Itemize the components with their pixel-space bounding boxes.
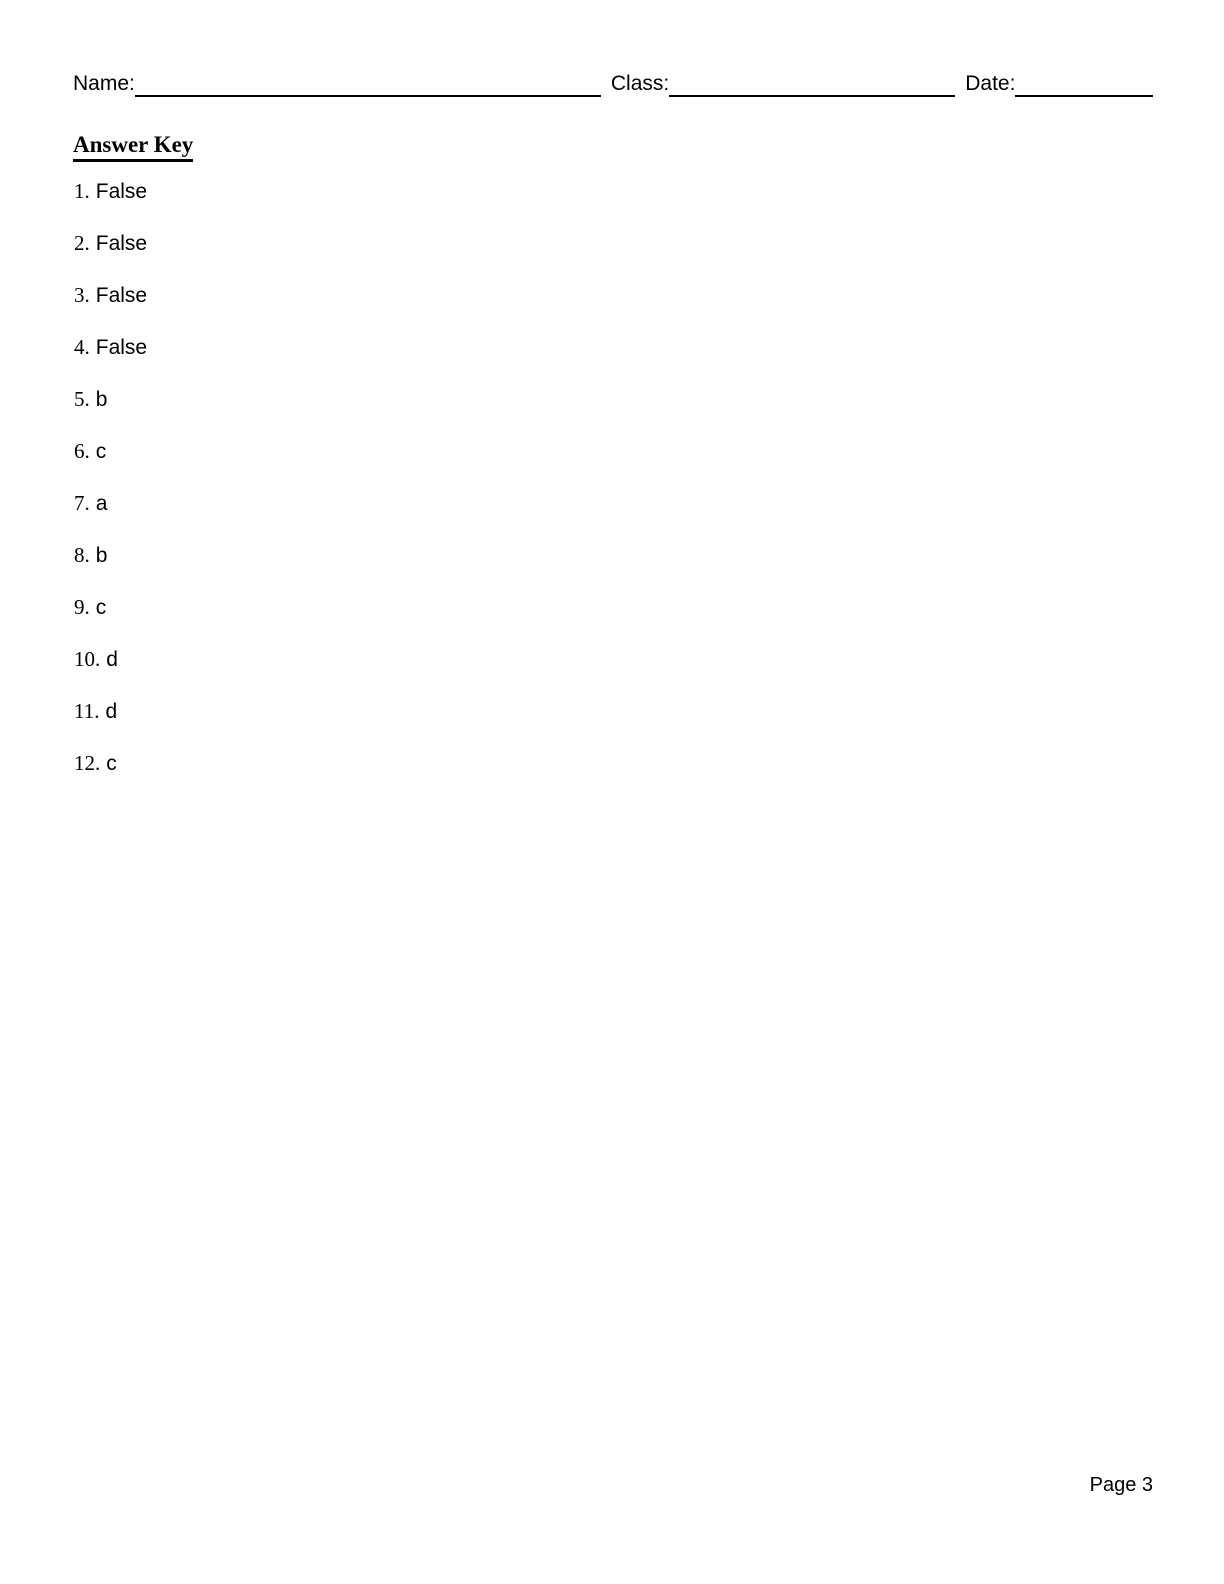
answers-list [74,179,147,776]
answer-item [74,491,147,516]
date-label: Date: [965,72,1016,95]
answer-value: False [95,232,148,255]
answer-number: 3. [74,283,90,307]
answer-item [74,283,147,308]
answer-number: 7. [74,491,90,515]
name-label: Name: [73,72,135,95]
answer-item [74,439,147,464]
answer-value: b [95,544,108,567]
answer-item [74,543,147,568]
answer-number: 10. [74,647,101,671]
answer-value: c [95,596,107,619]
answer-item [74,179,147,204]
answer-value: c [106,752,117,775]
answer-number: 9. [74,595,90,619]
class-fill-line [669,72,955,97]
answer-item [74,751,147,776]
answer-item [74,335,147,360]
answer-item [74,231,147,256]
header-row [73,72,1153,97]
date-fill-line [1015,72,1153,97]
page-number: Page 3 [1089,1474,1153,1496]
answer-value: False [95,284,148,307]
name-fill-line [135,72,601,97]
answer-number: 1. [74,179,90,203]
answer-number: 4. [74,335,90,359]
answer-value: False [95,336,148,359]
answer-number: 6. [74,439,90,463]
answer-value: d [105,700,118,723]
answer-value: d [106,648,118,671]
answer-value: b [95,388,108,411]
answer-item [74,647,147,672]
answer-item [74,595,147,620]
answer-value: a [95,492,108,515]
answer-number: 8. [74,543,90,567]
answer-item [74,699,147,724]
answer-value: c [95,440,107,463]
answer-number: 11. [74,699,100,723]
answer-item [74,387,147,412]
answer-number: 12. [74,751,101,775]
answer-key-title: Answer Key [73,133,193,162]
answer-number: 2. [74,231,90,255]
answer-value: False [95,180,148,203]
class-label: Class: [610,72,670,95]
answer-number: 5. [74,387,90,411]
